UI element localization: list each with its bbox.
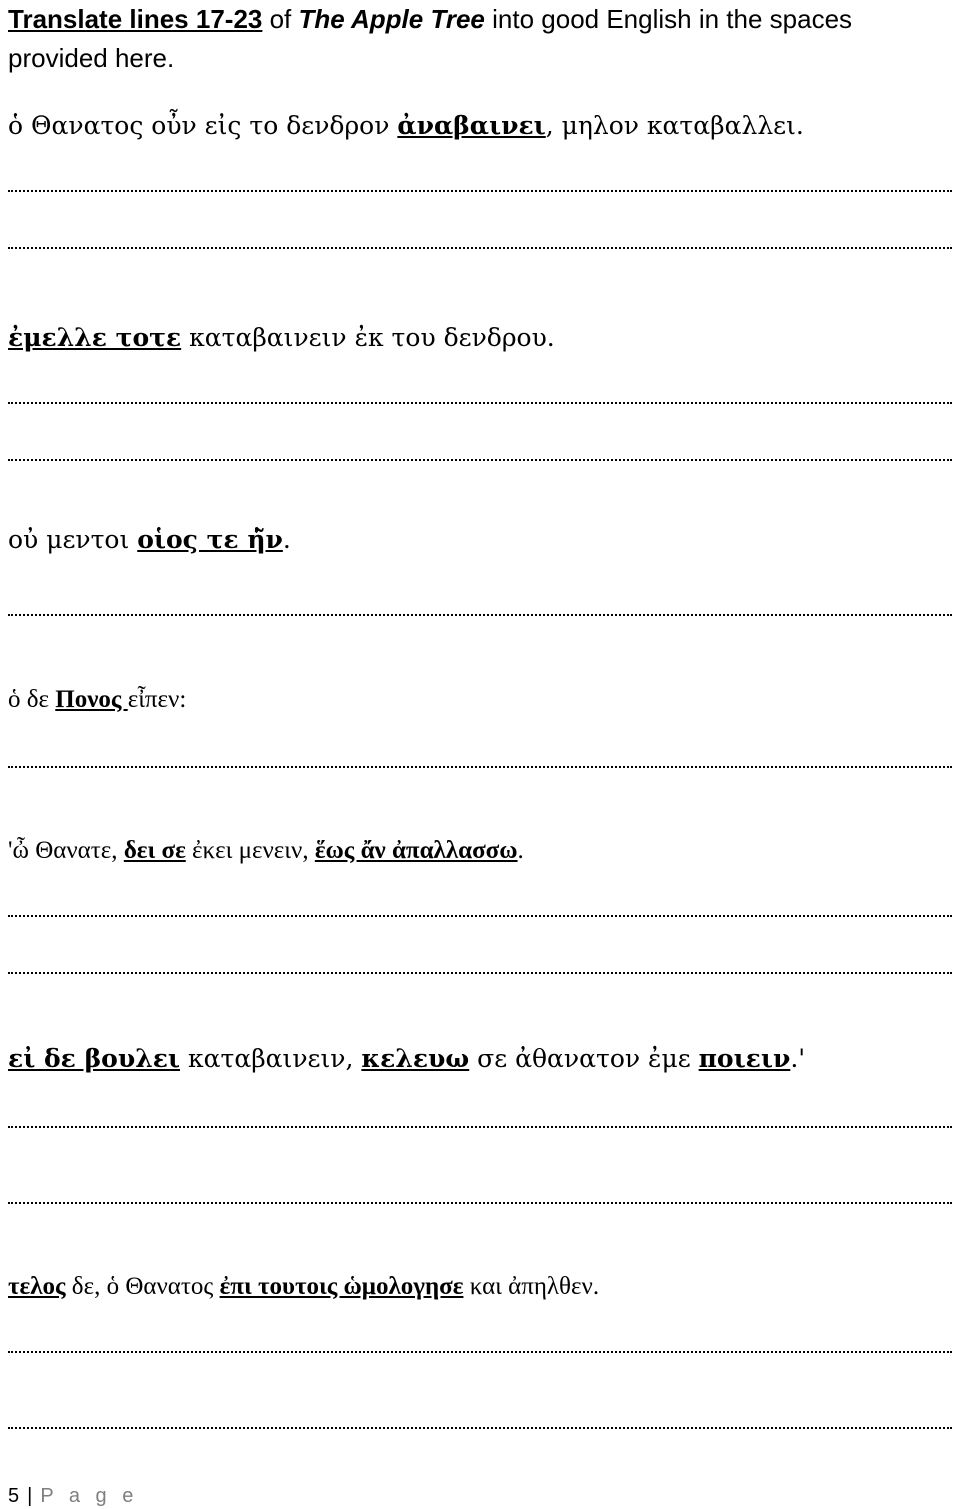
vocab-highlight: τελος bbox=[8, 1273, 66, 1300]
greek-line-5 bbox=[8, 835, 956, 867]
vocab-highlight: εἰ δε βουλει bbox=[8, 1044, 181, 1073]
instruction-rest: into good English in the spaces provided here. bbox=[8, 4, 853, 73]
greek-text: εἶπεν: bbox=[127, 686, 187, 713]
greek-line-3 bbox=[8, 524, 956, 556]
greek-text: 'ὦ Θανατε, bbox=[8, 837, 124, 864]
vocab-highlight: κελευω bbox=[361, 1044, 470, 1073]
greek-line-2 bbox=[8, 322, 956, 354]
book-title: The Apple Tree bbox=[298, 4, 485, 34]
page-footer bbox=[8, 1484, 138, 1508]
answer-line[interactable] bbox=[8, 247, 952, 249]
greek-text: ἐκει μενειν, bbox=[185, 837, 315, 864]
greek-text: . bbox=[517, 837, 524, 864]
instruction-heading bbox=[8, 0, 956, 78]
answer-line[interactable] bbox=[8, 1351, 952, 1353]
answer-line[interactable] bbox=[8, 972, 952, 974]
answer-line[interactable] bbox=[8, 1427, 952, 1429]
vocab-highlight: οἱος τε ἠ̃ν bbox=[137, 525, 283, 554]
greek-text: οὐ μεντοι bbox=[8, 525, 138, 554]
answer-line[interactable] bbox=[8, 614, 952, 616]
vocab-highlight: ἕως ἄν ἀπαλλασσω bbox=[314, 837, 518, 864]
footer-separator: | bbox=[27, 1485, 33, 1507]
instruction-of: of bbox=[262, 4, 299, 34]
answer-line[interactable] bbox=[8, 915, 952, 917]
answer-line[interactable] bbox=[8, 1202, 952, 1204]
instruction-label: Translate lines 17-23 bbox=[8, 4, 263, 34]
greek-text: σε ἀθανατον ἐμε bbox=[469, 1044, 699, 1073]
answer-line[interactable] bbox=[8, 402, 952, 404]
greek-line-1 bbox=[8, 110, 956, 142]
greek-text: .' bbox=[790, 1044, 806, 1073]
greek-text: ὁ δε bbox=[8, 686, 56, 713]
answer-line[interactable] bbox=[8, 459, 952, 461]
greek-text: δε, ὁ Θανατος bbox=[65, 1273, 220, 1300]
greek-text: και ἀπηλθεν. bbox=[463, 1273, 600, 1300]
vocab-highlight: δει σε bbox=[123, 837, 186, 864]
greek-line-4 bbox=[8, 684, 956, 716]
vocab-highlight: ἀναβαινει bbox=[397, 111, 546, 140]
greek-text: ὁ Θανατος οὖν εἰς το δενδρον bbox=[8, 111, 398, 140]
greek-text: καταβαινειν, bbox=[180, 1044, 362, 1073]
answer-line[interactable] bbox=[8, 766, 952, 768]
answer-line[interactable] bbox=[8, 190, 952, 192]
vocab-highlight: Πονος bbox=[55, 686, 128, 713]
greek-line-7 bbox=[8, 1271, 956, 1303]
vocab-highlight: ποιειν bbox=[698, 1044, 791, 1073]
vocab-highlight: ἐπι τουτοις ὡμολογησε bbox=[219, 1273, 464, 1300]
greek-line-6 bbox=[8, 1043, 956, 1075]
greek-text: , μηλον καταβαλλει. bbox=[545, 111, 804, 140]
greek-text: καταβαινειν ἐκ του δενδρου. bbox=[181, 323, 555, 352]
greek-text: . bbox=[282, 525, 291, 554]
page-number: 5 bbox=[8, 1485, 20, 1507]
page-label: P a g e bbox=[40, 1485, 139, 1507]
answer-line[interactable] bbox=[8, 1126, 952, 1128]
vocab-highlight: ἐμελλε τοτε bbox=[8, 323, 182, 352]
